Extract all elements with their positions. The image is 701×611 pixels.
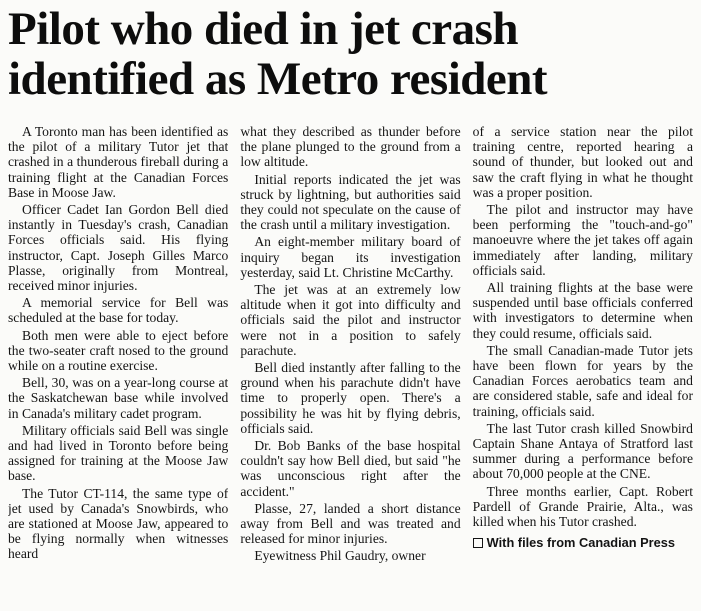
paragraph: what they described as thunder before the plane plunged to the ground from a low altitude. bbox=[240, 124, 461, 170]
column-1 bbox=[8, 124, 228, 611]
credit-text: With files from Canadian Press bbox=[486, 535, 675, 551]
paragraph: Bell, 30, was on a year-long course at the Saskatchewan base while involved in Canada's military cadet program. bbox=[8, 375, 229, 421]
headline bbox=[8, 4, 693, 104]
paragraph: Bell died instantly after falling to the ground when his parachute didn't have time to properly open. There's a possibility he was hit by flying debris, officials said. bbox=[240, 360, 461, 436]
credit-line bbox=[473, 535, 693, 550]
paragraph: Officer Cadet Ian Gordon Bell died instantly in Tuesday's crash, Canadian Forces officials said. His flying instructor, Capt. Joseph Gilles Marco Plasse, originally from Montreal, received minor injuries. bbox=[8, 202, 229, 294]
paragraph: Initial reports indicated the jet was struck by lightning, but authorities said they could not speculate on the cause of the crash until a military investigation. bbox=[240, 171, 461, 233]
paragraph: An eight-member military board of inquiry began its investigation yesterday, said Lt. Christine McCarthy. bbox=[240, 234, 461, 280]
column-3 bbox=[473, 124, 693, 611]
headline-line-2: identified as Metro resident bbox=[8, 53, 548, 105]
article-body bbox=[8, 124, 693, 611]
column-2 bbox=[240, 124, 460, 611]
paragraph: A Toronto man has been identified as the pilot of a military Tutor jet that crashed in a thunderous fireball during a training flight at the Canadian Forces Base in Moose Jaw. bbox=[8, 124, 229, 200]
paragraph: The small Canadian-made Tutor jets have been flown for years by the Canadian Forces aerobatics team and are considered stable, safe and ideal for training, officials said. bbox=[472, 342, 693, 419]
paragraph: Eyewitness Phil Gaudry, owner bbox=[254, 548, 426, 564]
paragraph: The pilot and instructor may have been performing the "touch-and-go" manoeuvre where the jet takes off again immediately after landing, military officials said. bbox=[472, 202, 693, 278]
paragraph: The Tutor CT-114, the same type of jet used by Canada's Snowbirds, who are stationed at Moose Jaw, appeared to be flying normally when witnesses heard bbox=[8, 485, 229, 562]
paragraph: Military officials said Bell was single and had lived in Toronto before being assigned for training at the Moose Jaw base. bbox=[8, 422, 229, 484]
paragraph: of a service station near the pilot training centre, reported hearing a sound of thunder, but looked out and saw the craft flying in what he thought was a proper position. bbox=[472, 124, 693, 200]
paragraph: All training flights at the base were suspended until base officials conferred with investigators to determine when they could resume, officials said. bbox=[472, 280, 693, 341]
paragraph: A memorial service for Bell was scheduled at the base for today. bbox=[8, 295, 229, 326]
paragraph: Three months earlier, Capt. Robert Pardell of Grande Prairie, Alta., was killed when his Tutor crashed. bbox=[472, 483, 693, 530]
paragraph: Plasse, 27, landed a short distance away from Bell and was treated and released for minor injuries. bbox=[240, 500, 461, 547]
headline-line-1: Pilot who died in jet crash bbox=[8, 3, 519, 55]
square-bullet-icon bbox=[473, 538, 483, 548]
paragraph: Dr. Bob Banks of the base hospital couldn't say how Bell died, but said "he was unconscious right after the accident." bbox=[240, 438, 461, 499]
paragraph: The last Tutor crash killed Snowbird Captain Shane Antaya of Stratford last summer during a performance before about 70,000 people at the CNE. bbox=[472, 420, 693, 482]
paragraph: The jet was at an extremely low altitude when it got into difficulty and officials said the pilot and instructor were not in a position to safely parachute. bbox=[240, 282, 461, 358]
paragraph: Both men were able to eject before the two-seater craft nosed to the ground while on a routine exercise. bbox=[8, 327, 229, 374]
